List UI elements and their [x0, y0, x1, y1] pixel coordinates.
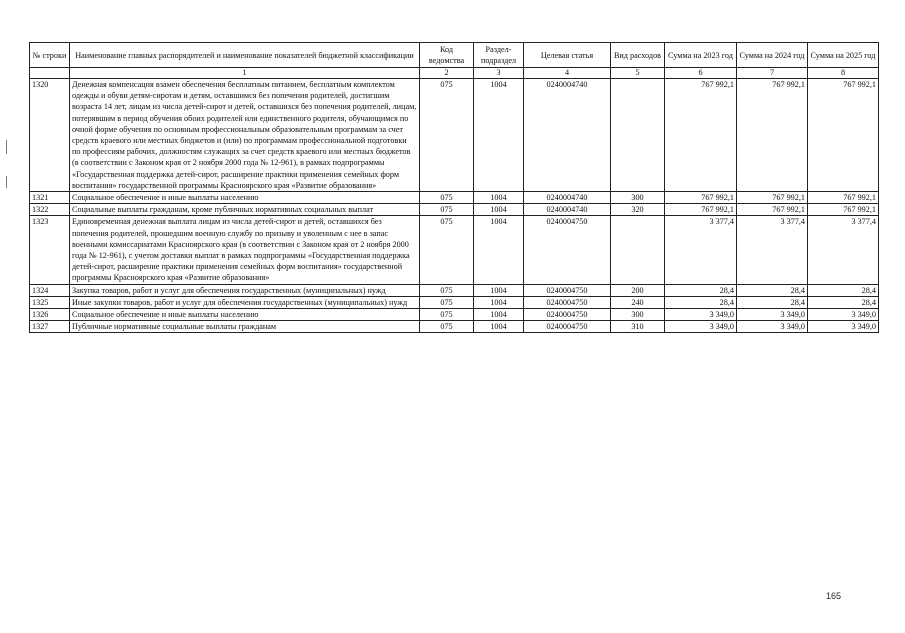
column-number-cell — [30, 68, 70, 79]
row-section: 1004 — [474, 192, 524, 204]
row-sum-2023: 28,4 — [665, 284, 737, 296]
row-sum-2023: 767 992,1 — [665, 192, 737, 204]
row-target-article: 0240004740 — [524, 79, 611, 192]
row-name: Социальные выплаты гражданам, кроме публичных нормативных социальных выплат — [70, 204, 420, 216]
table-row — [30, 79, 879, 192]
table-row — [30, 296, 879, 308]
column-number-cell: 3 — [474, 68, 524, 79]
row-name: Социальное обеспечение и иные выплаты населению — [70, 192, 420, 204]
row-section: 1004 — [474, 284, 524, 296]
row-expense-type — [611, 216, 665, 284]
row-target-article: 0240004740 — [524, 204, 611, 216]
row-sum-2023: 28,4 — [665, 296, 737, 308]
row-name: Единовременная денежная выплата лицам из числа детей-сирот и детей, оставшихся без попечения родителей, прошедшим военную службу по призыву и уволенным с нее в запас военными комиссариатами Красноярского края (в соответствии с Законом края от 2 ноября 2000 года № 12-961), с учетом доставки выплат в рамках подпрограммы «Государственная поддержка детей-сирот, расширение практики применения семейных форм воспитания» государственной программы Красноярского края «Развитие образования» — [70, 216, 420, 284]
row-dept-code: 075 — [420, 309, 474, 321]
column-number-cell: 7 — [737, 68, 808, 79]
table-header-row — [30, 43, 879, 68]
row-dept-code: 075 — [420, 79, 474, 192]
row-number: 1326 — [30, 309, 70, 321]
scan-margin-mark — [6, 140, 7, 154]
row-sum-2025: 3 377,4 — [808, 216, 879, 284]
table-row — [30, 284, 879, 296]
row-dept-code: 075 — [420, 296, 474, 308]
table-row — [30, 192, 879, 204]
table-row — [30, 321, 879, 333]
row-target-article: 0240004740 — [524, 192, 611, 204]
row-section: 1004 — [474, 296, 524, 308]
row-section: 1004 — [474, 309, 524, 321]
header-row-no: № строки — [30, 43, 70, 68]
row-name: Иные закупки товаров, работ и услуг для обеспечения государственных (муниципальных) нужд — [70, 296, 420, 308]
page-number: 165 — [826, 591, 842, 601]
row-section: 1004 — [474, 321, 524, 333]
table-row — [30, 309, 879, 321]
header-sum-2025: Сумма на 2025 год — [808, 43, 879, 68]
row-dept-code: 075 — [420, 321, 474, 333]
header-dept-code: Код ведомства — [420, 43, 474, 68]
row-number: 1327 — [30, 321, 70, 333]
row-number: 1321 — [30, 192, 70, 204]
row-dept-code: 075 — [420, 204, 474, 216]
row-sum-2025: 767 992,1 — [808, 192, 879, 204]
row-sum-2023: 3 377,4 — [665, 216, 737, 284]
header-section: Раздел-подраздел — [474, 43, 524, 68]
table-row — [30, 204, 879, 216]
row-sum-2024: 3 349,0 — [737, 321, 808, 333]
row-sum-2025: 767 992,1 — [808, 79, 879, 192]
row-number: 1324 — [30, 284, 70, 296]
row-name: Денежная компенсация взамен обеспечения бесплатным питанием, бесплатным комплектом одежды и обуви детям-сиротам и детям, оставшимся без попечения родителей, достигшим возраста 14 лет, лицам из числа детей-сирот и детей, оставшихся без попечения родителей, лицам, потерявшим в период обучения обоих родителей или единственного родителя, обучающимся по очной форме обучения по основным профессиональным образовательным программам за счет средств краевого или местных бюджетов и (или) по программам профессиональной подготовки по профессиям рабочих, должностям служащих за счет средств краевого или местных бюджетов (в соответствии с Законом края от 2 ноября 2000 года № 12-961), в рамках подпрограммы «Государственная поддержка детей-сирот, расширение практики применения семейных форм воспитания» государственной программы Красноярского края «Развитие образования» — [70, 79, 420, 192]
row-sum-2024: 28,4 — [737, 284, 808, 296]
row-sum-2025: 3 349,0 — [808, 321, 879, 333]
row-sum-2024: 767 992,1 — [737, 192, 808, 204]
row-target-article: 0240004750 — [524, 309, 611, 321]
column-number-cell: 2 — [420, 68, 474, 79]
header-sum-2024: Сумма на 2024 год — [737, 43, 808, 68]
column-number-cell: 1 — [70, 68, 420, 79]
row-name: Закупка товаров, работ и услуг для обеспечения государственных (муниципальных) нужд — [70, 284, 420, 296]
column-number-cell: 4 — [524, 68, 611, 79]
row-section: 1004 — [474, 204, 524, 216]
row-dept-code: 075 — [420, 192, 474, 204]
row-target-article: 0240004750 — [524, 321, 611, 333]
table-row — [30, 216, 879, 284]
row-target-article: 0240004750 — [524, 216, 611, 284]
row-sum-2023: 767 992,1 — [665, 79, 737, 192]
row-sum-2025: 3 349,0 — [808, 309, 879, 321]
row-expense-type: 320 — [611, 204, 665, 216]
row-expense-type — [611, 79, 665, 192]
column-number-cell: 8 — [808, 68, 879, 79]
row-sum-2024: 767 992,1 — [737, 79, 808, 192]
row-name: Социальное обеспечение и иные выплаты населению — [70, 309, 420, 321]
row-sum-2024: 28,4 — [737, 296, 808, 308]
budget-table — [29, 42, 879, 333]
row-expense-type: 200 — [611, 284, 665, 296]
row-expense-type: 300 — [611, 309, 665, 321]
column-number-row — [30, 68, 879, 79]
row-sum-2024: 3 377,4 — [737, 216, 808, 284]
column-number-cell: 5 — [611, 68, 665, 79]
row-sum-2025: 28,4 — [808, 296, 879, 308]
header-expense-type: Вид расходов — [611, 43, 665, 68]
row-dept-code: 075 — [420, 216, 474, 284]
row-sum-2023: 3 349,0 — [665, 321, 737, 333]
row-sum-2024: 3 349,0 — [737, 309, 808, 321]
row-sum-2023: 3 349,0 — [665, 309, 737, 321]
row-number: 1322 — [30, 204, 70, 216]
header-sum-2023: Сумма на 2023 год — [665, 43, 737, 68]
row-sum-2025: 767 992,1 — [808, 204, 879, 216]
row-section: 1004 — [474, 216, 524, 284]
row-expense-type: 240 — [611, 296, 665, 308]
header-name: Наименование главных распорядителей и наименование показателей бюджетной классификации — [70, 43, 420, 68]
row-name: Публичные нормативные социальные выплаты гражданам — [70, 321, 420, 333]
row-number: 1320 — [30, 79, 70, 192]
header-target-article: Целевая статья — [524, 43, 611, 68]
row-sum-2025: 28,4 — [808, 284, 879, 296]
column-number-cell: 6 — [665, 68, 737, 79]
row-number: 1325 — [30, 296, 70, 308]
scan-margin-mark — [6, 176, 7, 188]
row-sum-2023: 767 992,1 — [665, 204, 737, 216]
row-number: 1323 — [30, 216, 70, 284]
row-target-article: 0240004750 — [524, 296, 611, 308]
row-dept-code: 075 — [420, 284, 474, 296]
row-sum-2024: 767 992,1 — [737, 204, 808, 216]
row-section: 1004 — [474, 79, 524, 192]
row-expense-type: 310 — [611, 321, 665, 333]
row-target-article: 0240004750 — [524, 284, 611, 296]
row-expense-type: 300 — [611, 192, 665, 204]
